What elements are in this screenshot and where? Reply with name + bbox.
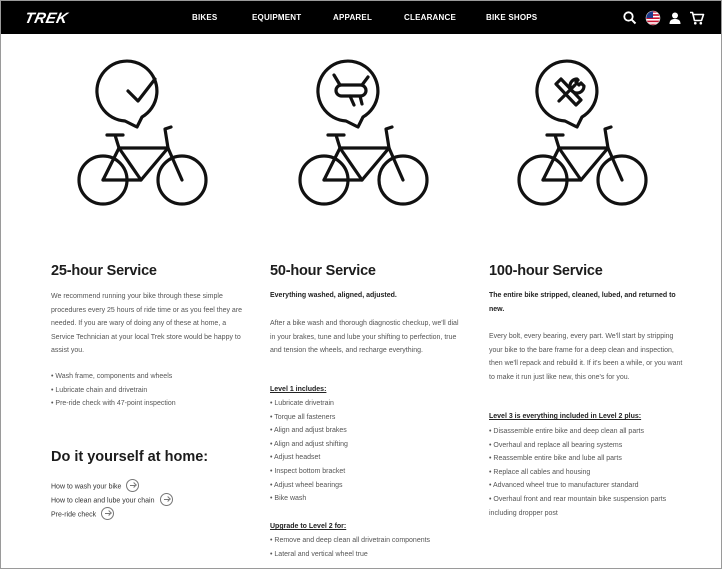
us-flag-icon[interactable] <box>645 10 661 26</box>
level-1-list <box>270 397 470 506</box>
user-icon[interactable] <box>667 10 683 26</box>
service-title: 25-hour Service <box>51 263 157 279</box>
list-item: • Lubricate drivetrain <box>270 397 470 411</box>
bike-check-illustration <box>51 49 211 219</box>
list-item: • Overhaul and replace all bearing systems <box>489 439 694 453</box>
trek-logo[interactable]: TREK <box>23 10 70 27</box>
link-pre-ride-check[interactable]: Pre-ride check <box>51 508 114 521</box>
list-item: • Align and adjust shifting <box>270 438 470 452</box>
list-item: • Lateral and vertical wheel true <box>270 548 470 562</box>
arrow-right-icon[interactable] <box>160 493 173 506</box>
service-description: After a bike wash and thorough diagnostic checkup, we'll dial in your brakes, tune and lube your shifting to perfection, true and tension the wheels, and recharge everything. <box>270 320 459 355</box>
list-item: • Overhaul front and rear mountain bike suspension parts including dropper post <box>489 493 694 520</box>
nav-apparel[interactable]: APPAREL <box>333 13 373 22</box>
list-item: • Adjust wheel bearings <box>270 479 470 493</box>
arrow-right-icon[interactable] <box>101 507 114 520</box>
list-item: • Torque all fasteners <box>270 411 470 425</box>
arrow-right-icon[interactable] <box>126 479 139 492</box>
list-item: • Advanced wheel true to manufacturer standard <box>489 479 694 493</box>
service-title: 50-hour Service <box>270 263 376 279</box>
link-wash-bike[interactable]: How to wash your bike <box>51 480 139 493</box>
service-lead: The entire bike stripped, cleaned, lubed, and returned to new. <box>489 292 676 313</box>
search-icon[interactable] <box>622 10 638 26</box>
level-heading: Level 3 is everything included in Level 2 plus: <box>489 413 642 420</box>
nav-clearance[interactable]: CLEARANCE <box>404 13 457 22</box>
top-navigation <box>1 1 721 34</box>
upgrade-list <box>270 534 470 561</box>
service-title: 100-hour Service <box>489 263 603 279</box>
service-description: We recommend running your bike through these simple procedures every 25 hours of ride time or as you feel they are needed. If you are wary of doing any of these at home, a Service Technician at your local Trek store would be happy to assist you. <box>51 293 243 355</box>
list-item: • Disassemble entire bike and deep clean all parts <box>489 425 694 439</box>
list-item: • Remove and deep clean all drivetrain components <box>270 534 470 548</box>
list-item: • Replace all cables and housing <box>489 466 694 480</box>
bike-wrench-illustration <box>489 49 649 219</box>
upgrade-heading: Upgrade to Level 2 for: <box>270 523 347 530</box>
diy-heading: Do it yourself at home: <box>51 449 209 465</box>
cart-icon[interactable] <box>689 10 705 26</box>
service-description: Every bolt, every bearing, every part. We'll start by stripping your bike to the bare frame for a deep clean and inspection, then we'll repack and rebuild it. If it's been a while, or you want to make it run just like new, this one's for you. <box>489 333 683 381</box>
level-3-list <box>489 425 694 520</box>
nav-bike-shops[interactable]: BIKE SHOPS <box>486 13 538 22</box>
list-item: • Reassemble entire bike and lube all parts <box>489 452 694 466</box>
list-item: • Bike wash <box>270 492 470 506</box>
list-item: • Pre-ride check with 47-point inspection <box>51 397 251 411</box>
level-heading: Level 1 includes: <box>270 386 327 393</box>
list-item: • Inspect bottom bracket <box>270 465 470 479</box>
nav-bikes[interactable]: BIKES <box>192 13 218 22</box>
list-item: • Wash frame, components and wheels <box>51 370 251 384</box>
link-clean-chain[interactable]: How to clean and lube your chain <box>51 494 173 507</box>
nav-equipment[interactable]: EQUIPMENT <box>252 13 302 22</box>
service-checklist <box>51 370 251 411</box>
bike-multitool-illustration <box>270 49 430 219</box>
list-item: • Lubricate chain and drivetrain <box>51 384 251 398</box>
list-item: • Align and adjust brakes <box>270 424 470 438</box>
service-lead: Everything washed, aligned, adjusted. <box>270 292 397 299</box>
list-item: • Adjust headset <box>270 451 470 465</box>
